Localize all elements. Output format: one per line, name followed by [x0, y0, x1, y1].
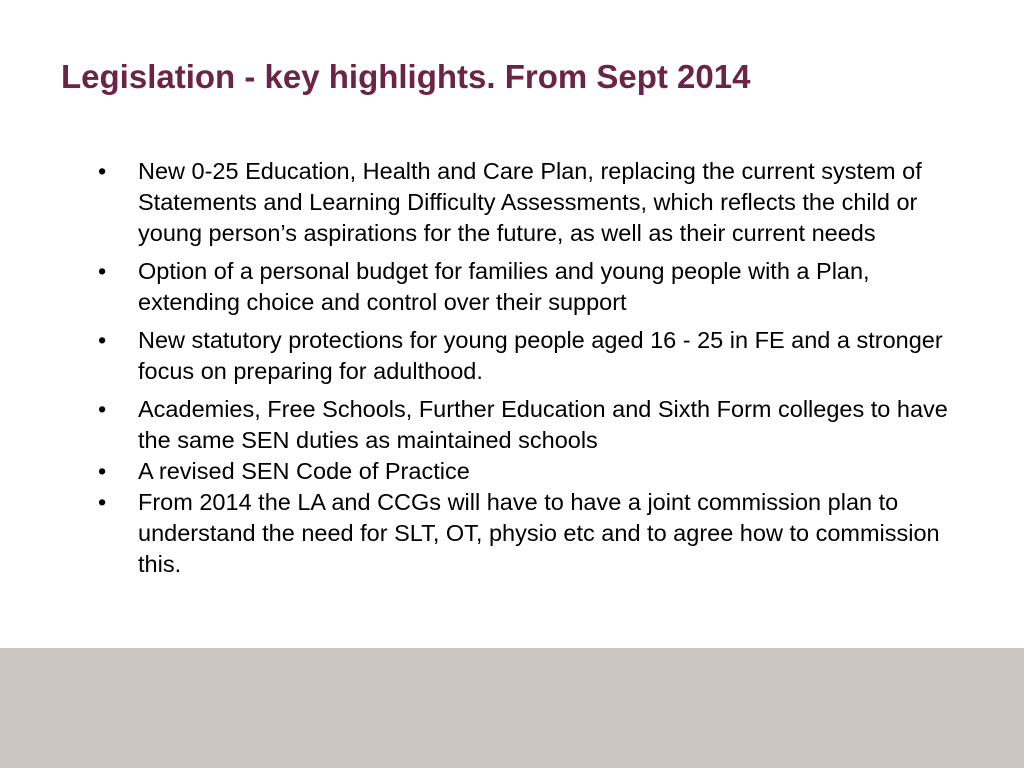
bullet-item [98, 394, 978, 456]
bullet-dot-icon: • [98, 458, 107, 484]
bullet-dot-icon: • [98, 327, 107, 353]
footer-band [0, 648, 1024, 768]
bullet-item [98, 325, 978, 387]
bullet-text: Academies, Free Schools, Further Education and Sixth Form colleges to have the same SEN duties as maintained schools [138, 396, 948, 453]
bullet-dot-icon: • [98, 258, 107, 284]
bullet-item [98, 487, 978, 580]
bullet-text: New 0-25 Education, Health and Care Plan, replacing the current system of Statements and Learning Difficulty Assessments, which reflects the child or young person’s aspirations for the future, as well as their current needs [138, 158, 922, 246]
bullet-text: New statutory protections for young people aged 16 - 25 in FE and a stronger focus on preparing for adulthood. [138, 327, 943, 384]
bullet-dot-icon: • [98, 396, 107, 422]
bullet-item [98, 456, 978, 487]
bullet-dot-icon: • [98, 158, 107, 184]
bullet-text: A revised SEN Code of Practice [138, 458, 470, 484]
slide-title: Legislation - key highlights. From Sept 2014 [61, 58, 751, 95]
bullet-dot-icon: • [98, 489, 107, 515]
bullet-item [98, 256, 978, 318]
bullet-text: Option of a personal budget for families and young people with a Plan, extending choice and control over their support [138, 258, 870, 315]
bullet-item [98, 156, 978, 249]
bullet-list [98, 156, 978, 580]
bullet-text: From 2014 the LA and CCGs will have to have a joint commission plan to understand the need for SLT, OT, physio etc and to agree how to commission this. [138, 489, 940, 577]
